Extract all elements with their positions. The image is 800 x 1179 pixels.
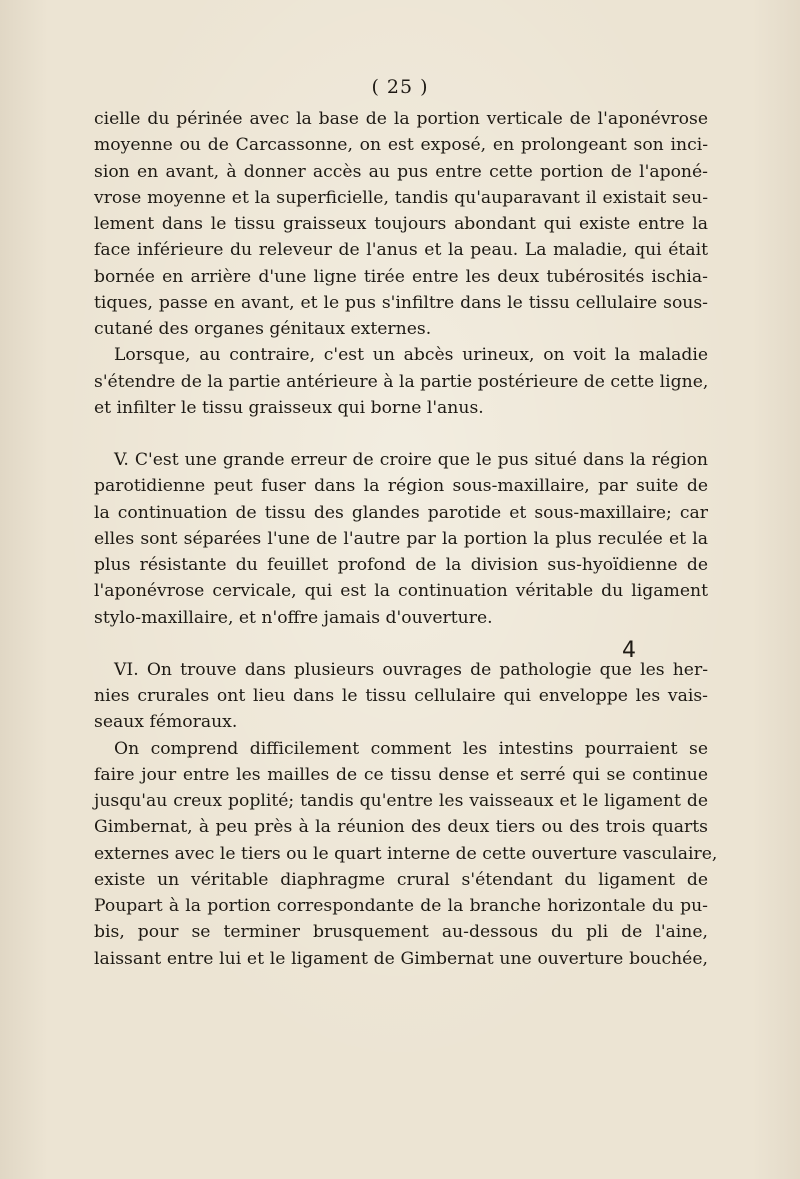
text-line: cielle du périnée avec la base de la portion verticale de l'aponévrose xyxy=(94,109,708,129)
text-line: l'aponévrose cervicale, qui est la continuation véritable du ligament xyxy=(94,581,708,602)
text-line: laissant entre lui et le ligament de Gimbernat une ouverture bouchée, xyxy=(94,948,708,969)
text-line: stylo-maxillaire, et n'offre jamais d'ouverture. xyxy=(94,607,493,628)
text-line: bornée en arrière d'une ligne tirée entre les deux tubérosités ischia- xyxy=(94,266,708,287)
text-line: Poupart à la portion correspondante de la branche horizontale du pu- xyxy=(94,896,708,916)
text-line: externes avec le tiers ou le quart interne de cette ouverture vasculaire, xyxy=(94,843,718,864)
text-line: nies crurales ont lieu dans le tissu cellulaire qui enveloppe les vais- xyxy=(94,686,708,706)
body-text xyxy=(94,106,718,972)
text-line: faire jour entre les mailles de ce tissu dense et serré qui se continue xyxy=(94,764,708,785)
text-line: Gimbernat, à peu près à la réunion des deux tiers ou des trois quarts xyxy=(94,817,708,838)
text-line: cutané des organes génitaux externes. xyxy=(94,319,432,339)
text-line: plus résistante du feuillet profond de la division sus-hyoïdienne de xyxy=(94,555,708,575)
text-line: Lorsque, au contraire, c'est un abcès urineux, on voit la maladie xyxy=(114,345,708,366)
text-line: sion en avant, à donner accès au pus entre cette portion de l'aponé- xyxy=(94,161,708,182)
paragraph-gap xyxy=(94,631,708,657)
text-line: s'étendre de la partie antérieure à la partie postérieure de cette ligne, xyxy=(94,371,709,392)
text-line: existe un véritable diaphragme crural s'étendant du ligament de xyxy=(94,869,708,890)
text-line: vrose moyenne et la superficielle, tandis qu'auparavant il existait seu- xyxy=(94,187,708,208)
paragraph-gap xyxy=(94,421,708,447)
text-line: bis, pour se terminer brusquement au-dessous du pli de l'aine, xyxy=(94,922,708,943)
text-line: elles sont séparées l'une de l'autre par la portion la plus reculée et la xyxy=(94,528,708,549)
signature-mark: 4 xyxy=(622,638,636,663)
text-line: tiques, passe en avant, et le pus s'infiltre dans le tissu cellulaire sous- xyxy=(94,292,708,313)
text-line: moyenne ou de Carcassonne, on est exposé, en prolongeant son inci- xyxy=(94,135,708,156)
text-line: seaux fémoraux. xyxy=(94,712,238,733)
text-line: et infilter le tissu graisseux qui borne l'anus. xyxy=(94,397,484,418)
section-vi-first-line: VI. On trouve dans plusieurs ouvrages de pathologie que les her- xyxy=(114,659,708,680)
text-line: lement dans le tissu graisseux toujours abondant qui existe entre la xyxy=(94,214,708,234)
text-line: jusqu'au creux poplité; tandis qu'entre les vaisseaux et le ligament de xyxy=(94,791,708,811)
section-v-first-line: V. C'est une grande erreur de croire que le pus situé dans la région xyxy=(114,450,708,470)
text-line: la continuation de tissu des glandes parotide et sous-maxillaire; car xyxy=(94,502,708,523)
text-line: parotidienne peut fuser dans la région sous-maxillaire, par suite de xyxy=(94,476,708,497)
page-number: ( 25 ) xyxy=(371,76,429,98)
text-line: On comprend difficilement comment les intestins pourraient se xyxy=(114,738,708,759)
text-line: face inférieure du releveur de l'anus et la peau. La maladie, qui était xyxy=(94,240,708,261)
